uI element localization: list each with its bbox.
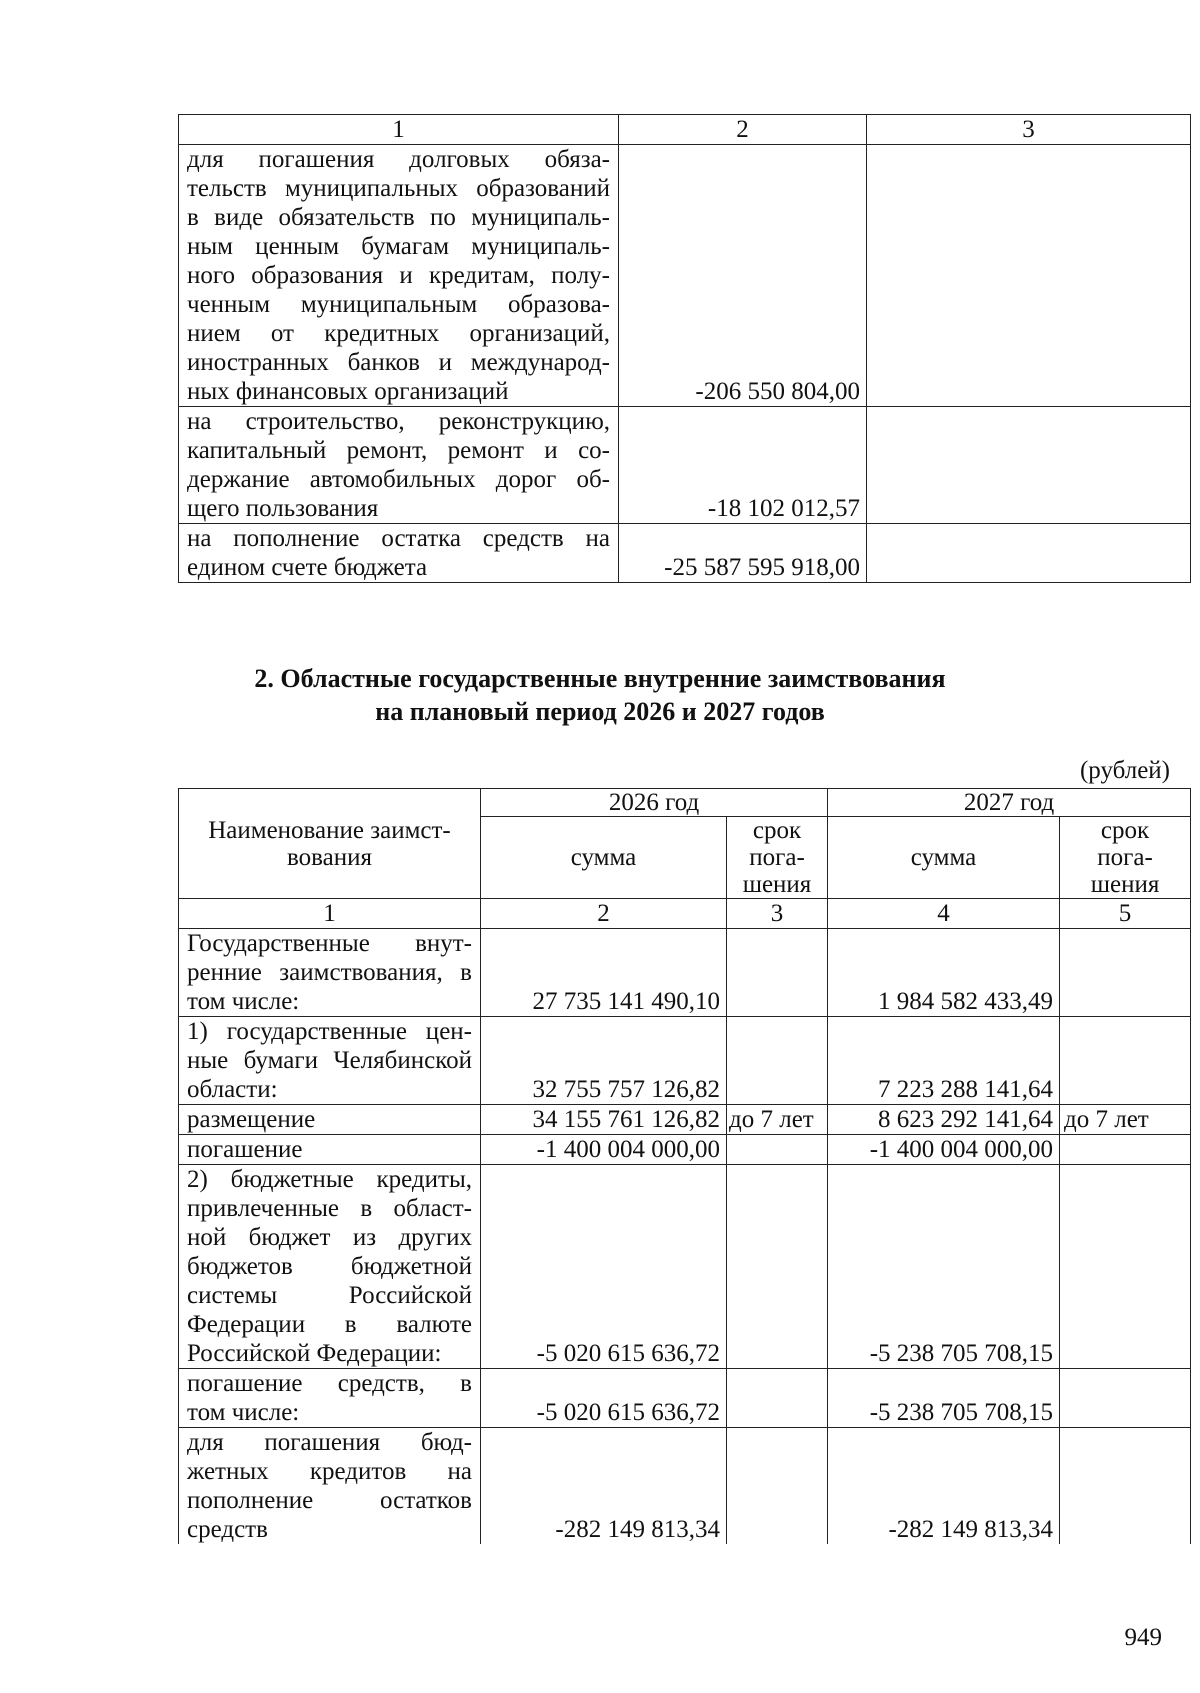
text-line: щего пользования [187, 495, 379, 522]
sum-2026: -5 020 615 636,72 [481, 1165, 727, 1369]
sum-2027: 7 223 288 141,64 [828, 1017, 1060, 1105]
row-sum: -18 102 012,57 [619, 407, 867, 524]
table-row [179, 1369, 1191, 1428]
sum-2026: 32 755 757 126,82 [481, 1017, 727, 1105]
year-2027-header: 2027 год [828, 789, 1191, 817]
continuation-table-body [179, 115, 1191, 583]
row-col3 [867, 407, 1191, 524]
sum-2027: -5 238 705 708,15 [828, 1369, 1060, 1428]
table-row [179, 1105, 1191, 1135]
term-header: срок пога- шения [727, 817, 828, 899]
text-line: погашение средств, в [187, 1370, 472, 1397]
borrowings-table-body [179, 789, 1191, 1545]
sum-2027: -5 238 705 708,15 [828, 1165, 1060, 1369]
section-title-line: 2. Областные государственные внутренние заимствования [254, 664, 946, 693]
column-number: 1 [179, 115, 619, 145]
term-2027 [1060, 1017, 1191, 1105]
term-2027 [1060, 1428, 1191, 1545]
row-name [179, 407, 619, 524]
section-title-line: на плановый период 2026 и 2027 годов [375, 697, 825, 726]
sum-2027: -1 400 004 000,00 [828, 1135, 1060, 1165]
text-line: области: [187, 1076, 278, 1103]
term-2027 [1060, 1369, 1191, 1428]
sum-2026: -282 149 813,34 [481, 1428, 727, 1545]
text-line: размещение [187, 1106, 316, 1133]
row-name [179, 1017, 481, 1105]
text-line: едином счете бюджета [187, 554, 428, 581]
row-name [179, 1428, 481, 1545]
text-line: средств [187, 1516, 268, 1543]
text-line: жетных кредитов на [187, 1458, 472, 1485]
sum-2026: 34 155 761 126,82 [481, 1105, 727, 1135]
term-2026 [727, 1017, 828, 1105]
continuation-table [178, 114, 1191, 583]
term-header: срок пога- шения [1060, 817, 1191, 899]
borrowings-table [178, 788, 1191, 1544]
table-row [179, 1165, 1191, 1369]
text-line: иностранных банков и международ- [187, 349, 610, 376]
row-name [179, 1105, 481, 1135]
text-line: Федерации в валюте [187, 1311, 472, 1338]
table-row [179, 1017, 1191, 1105]
term-2027 [1060, 1165, 1191, 1369]
sum-2026: -1 400 004 000,00 [481, 1135, 727, 1165]
term-2026: до 7 лет [727, 1105, 828, 1135]
table-row [179, 1135, 1191, 1165]
sum-2026: -5 020 615 636,72 [481, 1369, 727, 1428]
text-line: том числе: [187, 1399, 300, 1426]
year-2026-header: 2026 год [481, 789, 828, 817]
row-name [179, 524, 619, 583]
row-sum: -25 587 595 918,00 [619, 524, 867, 583]
sum-2026: 27 735 141 490,10 [481, 929, 727, 1017]
text-line: на пополнение остатка средств на [187, 525, 610, 552]
text-line: для погашения долговых обяза- [187, 146, 610, 173]
row-name [179, 929, 481, 1017]
sum-2027: 8 623 292 141,64 [828, 1105, 1060, 1135]
units-label: (рублей) [1079, 757, 1170, 784]
table-row [179, 1428, 1191, 1545]
text-line: 2) бюджетные кредиты, [187, 1166, 472, 1193]
text-line: для погашения бюд- [187, 1429, 472, 1456]
column-number-row [179, 899, 1191, 929]
table-row [179, 407, 1191, 524]
text-line: том числе: [187, 988, 300, 1015]
year-header-row [179, 789, 1191, 817]
term-2027 [1060, 1135, 1191, 1165]
page-number: 949 [1124, 1624, 1162, 1651]
text-line: пополнение остатков [187, 1487, 472, 1514]
text-line: ным ценным бумагам муниципаль- [187, 233, 610, 260]
term-2027: до 7 лет [1060, 1105, 1191, 1135]
row-name [179, 1165, 481, 1369]
term-2026 [727, 929, 828, 1017]
row-sum: -206 550 804,00 [619, 145, 867, 407]
sum-2027: 1 984 582 433,49 [828, 929, 1060, 1017]
text-line: погашение [187, 1136, 303, 1163]
text-line: привлеченные в област- [187, 1195, 472, 1222]
term-2026 [727, 1165, 828, 1369]
name-column-header: Наименование заимст- вования [179, 789, 481, 899]
term-2026 [727, 1369, 828, 1428]
table-row [179, 145, 1191, 407]
text-line: системы Российской [187, 1282, 472, 1309]
text-line: Российской Федерации: [187, 1340, 442, 1367]
text-line: капитальный ремонт, ремонт и со- [187, 437, 610, 464]
text-line: держание автомобильных дорог об- [187, 466, 610, 493]
text-line: в виде обязательств по муниципаль- [187, 204, 610, 231]
text-line: бюджетов бюджетной [187, 1253, 472, 1280]
section-title [0, 662, 1200, 728]
sum-header: сумма [481, 817, 727, 899]
text-line: Государственные внут- [187, 930, 472, 957]
term-2027 [1060, 929, 1191, 1017]
column-number: 3 [867, 115, 1191, 145]
sum-header: сумма [828, 817, 1060, 899]
column-number: 5 [1060, 899, 1191, 929]
text-line: ные бумаги Челябинской [187, 1047, 472, 1074]
table-row [179, 524, 1191, 583]
column-number: 2 [619, 115, 867, 145]
row-name [179, 1369, 481, 1428]
column-number: 1 [179, 899, 481, 929]
text-line: ренние заимствования, в [187, 959, 472, 986]
sum-2027: -282 149 813,34 [828, 1428, 1060, 1545]
row-col3 [867, 145, 1191, 407]
text-line: ного образования и кредитам, полу- [187, 262, 610, 289]
column-number-row [179, 115, 1191, 145]
text-line: нием от кредитных организаций, [187, 320, 610, 347]
term-2026 [727, 1135, 828, 1165]
row-col3 [867, 524, 1191, 583]
column-number: 3 [727, 899, 828, 929]
text-line: ченным муниципальным образова- [187, 291, 610, 318]
row-name [179, 1135, 481, 1165]
table-row [179, 929, 1191, 1017]
text-line: 1) государственные цен- [187, 1018, 472, 1045]
column-number: 2 [481, 899, 727, 929]
text-line: ных финансовых организаций [187, 378, 509, 405]
text-line: ной бюджет из других [187, 1224, 472, 1251]
term-2026 [727, 1428, 828, 1545]
column-number: 4 [828, 899, 1060, 929]
row-name [179, 145, 619, 407]
text-line: тельств муниципальных образований [187, 175, 610, 202]
text-line: на строительство, реконструкцию, [187, 408, 610, 435]
